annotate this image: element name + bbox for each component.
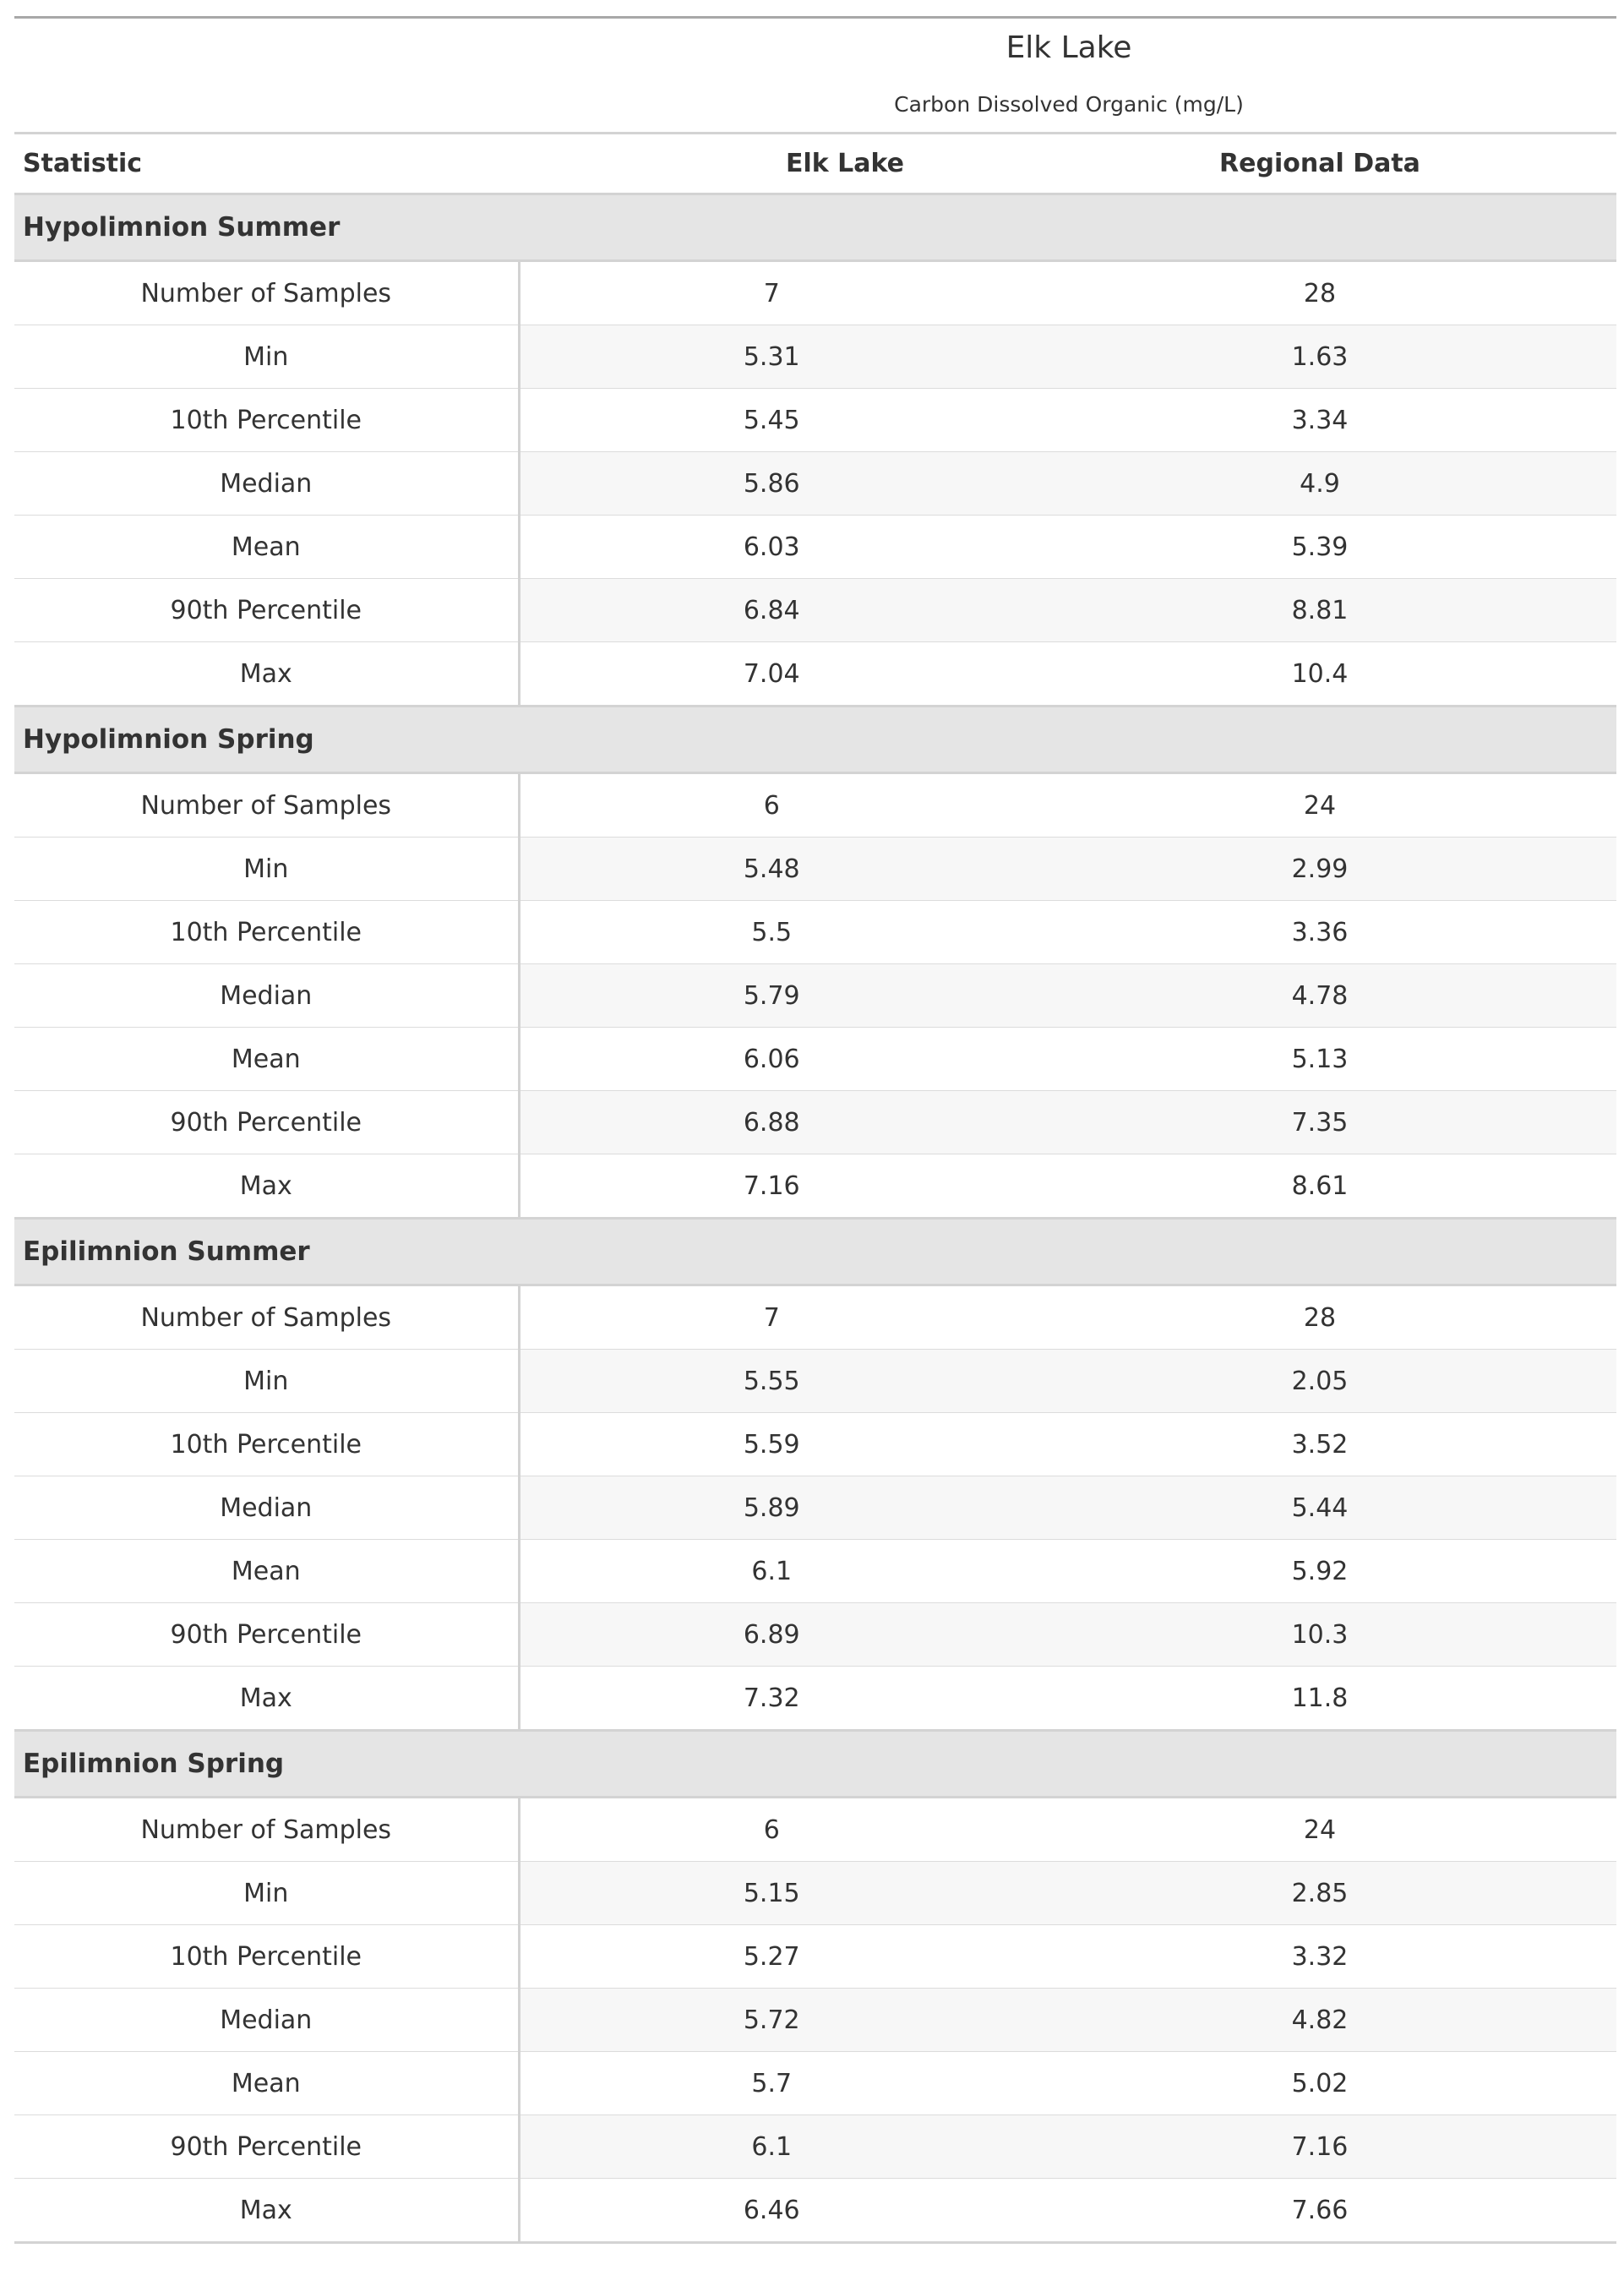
table-row (14, 1154, 1616, 1219)
statistics-table-container (14, 16, 1616, 2244)
elk-lake-value-cell: 6.1 (519, 2115, 1023, 2179)
elk-lake-value-cell: 6.1 (519, 1540, 1023, 1603)
table-row (14, 964, 1616, 1028)
table-row (14, 1091, 1616, 1154)
elk-lake-value-cell: 5.31 (519, 325, 1023, 389)
group-label: Hypolimnion Summer (14, 194, 1616, 261)
elk-lake-value-cell: 7 (519, 1285, 1023, 1350)
table-row (14, 838, 1616, 901)
table-row (14, 1476, 1616, 1540)
elk-lake-value-cell: 5.48 (519, 838, 1023, 901)
column-header-elk-lake: Elk Lake (519, 134, 1023, 194)
table-row (14, 1989, 1616, 2052)
regional-data-value-cell: 7.66 (1023, 2179, 1616, 2243)
group-row (14, 707, 1616, 773)
regional-data-value-cell: 5.39 (1023, 516, 1616, 579)
group-label: Epilimnion Summer (14, 1219, 1616, 1285)
elk-lake-value-cell: 5.59 (519, 1413, 1023, 1476)
statistic-cell: Number of Samples (14, 261, 519, 325)
table-row (14, 773, 1616, 838)
table-row (14, 1540, 1616, 1603)
table-row (14, 325, 1616, 389)
elk-lake-value-cell: 5.27 (519, 1925, 1023, 1989)
regional-data-value-cell: 3.36 (1023, 901, 1616, 964)
statistic-cell: Median (14, 964, 519, 1028)
table-subtitle: Carbon Dissolved Organic (mg/L) (14, 78, 1616, 134)
statistic-cell: Number of Samples (14, 773, 519, 838)
elk-lake-value-cell: 6 (519, 1798, 1023, 1862)
group-label: Epilimnion Spring (14, 1731, 1616, 1798)
statistic-cell: Number of Samples (14, 1285, 519, 1350)
table-row (14, 2179, 1616, 2243)
regional-data-value-cell: 7.35 (1023, 1091, 1616, 1154)
regional-data-value-cell: 5.13 (1023, 1028, 1616, 1091)
regional-data-value-cell: 4.82 (1023, 1989, 1616, 2052)
regional-data-value-cell: 5.02 (1023, 2052, 1616, 2115)
regional-data-value-cell: 5.44 (1023, 1476, 1616, 1540)
elk-lake-value-cell: 6.84 (519, 579, 1023, 642)
table-row (14, 1350, 1616, 1413)
table-row (14, 261, 1616, 325)
regional-data-value-cell: 1.63 (1023, 325, 1616, 389)
column-header-regional-data: Regional Data (1023, 134, 1616, 194)
statistic-cell: Min (14, 1862, 519, 1925)
statistic-cell: Min (14, 325, 519, 389)
regional-data-value-cell: 8.61 (1023, 1154, 1616, 1219)
table-row (14, 1028, 1616, 1091)
elk-lake-value-cell: 7.32 (519, 1667, 1023, 1731)
regional-data-value-cell: 3.34 (1023, 389, 1616, 452)
regional-data-value-cell: 2.85 (1023, 1862, 1616, 1925)
elk-lake-value-cell: 6 (519, 773, 1023, 838)
elk-lake-value-cell: 5.89 (519, 1476, 1023, 1540)
elk-lake-value-cell: 5.79 (519, 964, 1023, 1028)
table-title: Elk Lake (1005, 30, 1132, 65)
table-body (14, 194, 1616, 2243)
statistic-cell: Max (14, 1667, 519, 1731)
statistic-cell: Mean (14, 2052, 519, 2115)
regional-data-value-cell: 28 (1023, 1285, 1616, 1350)
regional-data-value-cell: 2.99 (1023, 838, 1616, 901)
regional-data-value-cell: 8.81 (1023, 579, 1616, 642)
statistic-cell: Median (14, 452, 519, 516)
elk-lake-value-cell: 5.5 (519, 901, 1023, 964)
group-row (14, 1731, 1616, 1798)
column-header-statistic: Statistic (14, 134, 519, 194)
regional-data-value-cell: 24 (1023, 1798, 1616, 1862)
statistic-cell: Min (14, 838, 519, 901)
statistic-cell: Max (14, 642, 519, 707)
statistic-cell: Mean (14, 1028, 519, 1091)
statistic-cell: Max (14, 2179, 519, 2243)
regional-data-value-cell: 28 (1023, 261, 1616, 325)
group-row (14, 194, 1616, 261)
group-row (14, 1219, 1616, 1285)
regional-data-value-cell: 11.8 (1023, 1667, 1616, 1731)
table-row (14, 389, 1616, 452)
statistics-table (14, 16, 1616, 2244)
table-row (14, 1603, 1616, 1667)
statistic-cell: 10th Percentile (14, 1925, 519, 1989)
statistic-cell: Median (14, 1476, 519, 1540)
regional-data-value-cell: 3.52 (1023, 1413, 1616, 1476)
elk-lake-value-cell: 7.16 (519, 1154, 1023, 1219)
elk-lake-value-cell: 6.89 (519, 1603, 1023, 1667)
elk-lake-value-cell: 5.7 (519, 2052, 1023, 2115)
statistic-cell: Number of Samples (14, 1798, 519, 1862)
table-row (14, 1862, 1616, 1925)
statistic-cell: Max (14, 1154, 519, 1219)
elk-lake-value-cell: 6.06 (519, 1028, 1023, 1091)
regional-data-value-cell: 3.32 (1023, 1925, 1616, 1989)
elk-lake-value-cell: 5.55 (519, 1350, 1023, 1413)
elk-lake-value-cell: 5.45 (519, 389, 1023, 452)
column-header-row (14, 134, 1616, 194)
table-header (14, 18, 1616, 194)
table-row (14, 579, 1616, 642)
table-row (14, 1285, 1616, 1350)
title-row (14, 18, 1616, 79)
table-row (14, 1925, 1616, 1989)
regional-data-value-cell: 4.9 (1023, 452, 1616, 516)
table-row (14, 1667, 1616, 1731)
table-row (14, 2052, 1616, 2115)
elk-lake-value-cell: 7 (519, 261, 1023, 325)
regional-data-value-cell: 4.78 (1023, 964, 1616, 1028)
elk-lake-value-cell: 6.46 (519, 2179, 1023, 2243)
table-row (14, 452, 1616, 516)
statistic-cell: Min (14, 1350, 519, 1413)
regional-data-value-cell: 2.05 (1023, 1350, 1616, 1413)
regional-data-value-cell: 7.16 (1023, 2115, 1616, 2179)
statistic-cell: Median (14, 1989, 519, 2052)
elk-lake-value-cell: 6.03 (519, 516, 1023, 579)
statistic-cell: 10th Percentile (14, 389, 519, 452)
subtitle-row (14, 78, 1616, 134)
table-row (14, 2115, 1616, 2179)
table-row (14, 1413, 1616, 1476)
table-row (14, 642, 1616, 707)
table-row (14, 1798, 1616, 1862)
statistic-cell: 90th Percentile (14, 2115, 519, 2179)
statistic-cell: Mean (14, 1540, 519, 1603)
table-row (14, 901, 1616, 964)
regional-data-value-cell: 24 (1023, 773, 1616, 838)
elk-lake-value-cell: 7.04 (519, 642, 1023, 707)
statistic-cell: Mean (14, 516, 519, 579)
regional-data-value-cell: 10.3 (1023, 1603, 1616, 1667)
group-label: Hypolimnion Spring (14, 707, 1616, 773)
statistic-cell: 10th Percentile (14, 901, 519, 964)
regional-data-value-cell: 5.92 (1023, 1540, 1616, 1603)
elk-lake-value-cell: 5.15 (519, 1862, 1023, 1925)
elk-lake-value-cell: 5.72 (519, 1989, 1023, 2052)
statistic-cell: 10th Percentile (14, 1413, 519, 1476)
statistic-cell: 90th Percentile (14, 579, 519, 642)
regional-data-value-cell: 10.4 (1023, 642, 1616, 707)
table-row (14, 516, 1616, 579)
statistic-cell: 90th Percentile (14, 1603, 519, 1667)
elk-lake-value-cell: 5.86 (519, 452, 1023, 516)
statistic-cell: 90th Percentile (14, 1091, 519, 1154)
elk-lake-value-cell: 6.88 (519, 1091, 1023, 1154)
